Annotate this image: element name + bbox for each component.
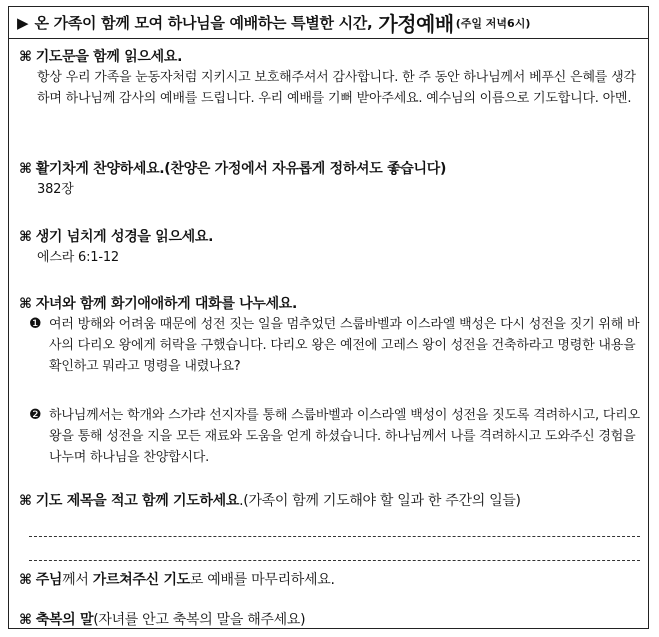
command-icon: ⌘ bbox=[19, 296, 32, 312]
header-time: (주일 저녁6시) bbox=[455, 16, 531, 30]
closing-bold: 주님 bbox=[35, 572, 63, 588]
command-icon: ⌘ bbox=[19, 493, 32, 509]
section-bible bbox=[19, 227, 640, 268]
prayer-text: 항상 우리 가족을 눈동자처럼 지키시고 보호해주셔서 감사합니다. 한 주 동안 하나님께서 베푸신 은혜를 생각하며 하나님께 감사의 예배를 드립니다. 우리 예배를 기뻐 받아주세요. 예수님의 이름으로 기도합니다. 아멘. bbox=[37, 70, 636, 106]
closing-bold: 가르쳐주신 기도 bbox=[92, 572, 190, 588]
header-highlight: 가정예배 bbox=[378, 12, 454, 36]
section-closing bbox=[19, 570, 640, 590]
number-1-icon: ❶ bbox=[29, 316, 42, 332]
header-title: 온 가족이 함께 모여 하나님을 예배하는 특별한 시간, bbox=[34, 14, 373, 32]
section-note: .(가족이 함께 기도해야 할 일과 한 주간의 일들) bbox=[239, 493, 521, 509]
section-blessing bbox=[19, 610, 640, 630]
triangle-marker-icon: ▶ bbox=[17, 13, 29, 32]
section-title: 기도문을 함께 읽으세요. bbox=[35, 49, 183, 65]
section-prayer-request bbox=[19, 491, 640, 511]
question-text: 여러 방해와 어려움 때문에 성전 짓는 일을 멈추었던 스룹바벨과 이스라엘 백성은 다시 성전을 짓기 위해 바사의 다리오 왕에게 허락을 구했습니다. 다리오 왕은 예전에 고레스 왕이 성전을 건축하라고 명령한 내용을 확인하고 뭐라고 명령을 내렸나요? bbox=[49, 317, 640, 374]
command-icon: ⌘ bbox=[19, 49, 32, 65]
section-title: 기도 제목을 적고 함께 기도하세요 bbox=[35, 493, 240, 509]
section-prayer bbox=[19, 47, 640, 109]
blessing-title: 축복의 말 bbox=[35, 612, 94, 628]
number-2-icon: ❷ bbox=[29, 407, 42, 423]
blessing-note: (자녀를 안고 축복의 말을 해주세요) bbox=[93, 612, 306, 628]
command-icon: ⌘ bbox=[19, 229, 32, 245]
worship-guide-frame bbox=[8, 6, 649, 629]
command-icon: ⌘ bbox=[19, 612, 32, 628]
writing-line bbox=[29, 536, 640, 537]
section-praise bbox=[19, 159, 640, 200]
question-item bbox=[19, 314, 640, 377]
question-text: 하나님께서는 학개와 스가랴 선지자를 통해 스룹바벨과 이스라엘 백성이 성전을 짓도록 격려하시고, 다리오 왕을 통해 성전을 지을 모든 재료와 도움을 얻게 하셨습니다. 하나님께서 나를 격려하시고 도와주신 경험을 나누며 하나님을 찬양합시다. bbox=[49, 408, 640, 465]
scripture-reference: 에스라 6:1-12 bbox=[37, 250, 119, 265]
writing-line bbox=[29, 560, 640, 561]
section-title: 자녀와 함께 화기애애하게 대화를 나누세요. bbox=[35, 296, 298, 312]
closing-text: 께서 bbox=[62, 572, 93, 588]
command-icon: ⌘ bbox=[19, 572, 32, 588]
hymn-number: 382장 bbox=[37, 182, 74, 197]
section-talk bbox=[19, 294, 640, 468]
closing-text: 로 예배를 마무리하세요. bbox=[189, 572, 335, 588]
section-title: 활기차게 찬양하세요.(찬양은 가정에서 자유롭게 정하셔도 좋습니다) bbox=[35, 161, 447, 177]
question-item bbox=[19, 405, 640, 468]
section-title: 생기 넘치게 성경을 읽으세요. bbox=[35, 229, 214, 245]
command-icon: ⌘ bbox=[19, 161, 32, 177]
header bbox=[9, 7, 648, 39]
